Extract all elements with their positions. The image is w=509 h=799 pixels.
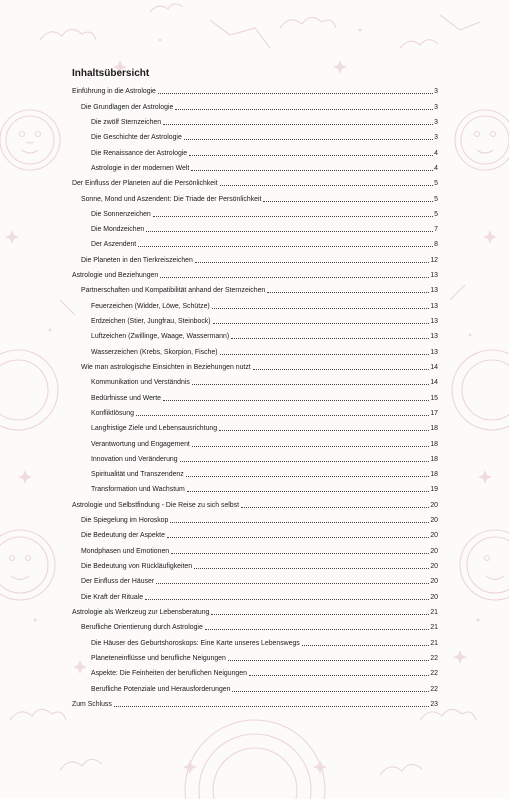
toc-entry-label: Die Spiegelung im Horoskop [81,517,169,525]
toc-entry-label: Kommunikation und Verständnis [91,379,190,387]
toc-entry-label: Die Mondzeichen [91,226,145,234]
toc-entry-label: Die Renaissance der Astrologie [91,149,188,157]
toc-dot-leader [180,461,430,462]
toc-dot-leader [219,430,429,431]
toc-entry[interactable] [72,479,438,494]
toc-entry[interactable] [72,127,438,142]
toc-entry-label: Bedürfnisse und Werte [91,394,161,402]
toc-entry[interactable] [72,81,438,96]
sun-ornament-right-lower [460,530,509,600]
toc-entry[interactable] [72,494,438,509]
toc-entry[interactable] [72,617,438,632]
toc-entry[interactable] [72,280,438,295]
toc-dot-leader [263,201,433,202]
toc-dot-leader [114,706,430,707]
toc-dot-leader [163,124,433,125]
toc-entry-page-number: 20 [430,593,438,601]
toc-entry-page-number: 3 [434,103,438,111]
toc-entry-label: Die Planeten in den Tierkreiszeichen [81,256,193,264]
toc-entry-page-number: 13 [430,287,438,295]
toc-dot-leader [145,599,429,600]
sun-ornament-bottom [185,720,325,799]
toc-entry[interactable] [72,341,438,356]
toc-entry[interactable] [72,571,438,586]
toc-entry-page-number: 3 [434,118,438,126]
toc-dot-leader [232,691,429,692]
toc-entry-label: Innovation und Veränderung [91,455,178,463]
toc-entry[interactable] [72,632,438,647]
toc-entry-label: Mondphasen und Emotionen [81,547,170,555]
toc-entry-page-number: 12 [430,256,438,264]
toc-entry-page-number: 15 [430,394,438,402]
toc-entry[interactable] [72,510,438,525]
toc-entry-page-number: 3 [434,88,438,96]
toc-dot-leader [267,292,429,293]
toc-dot-leader [138,246,433,247]
toc-entry-page-number: 13 [430,318,438,325]
toc-entry-page-number: 5 [434,180,438,188]
toc-title: Inhaltsübersicht [72,68,150,79]
toc-dot-leader [194,568,429,569]
toc-entry[interactable] [72,204,438,219]
toc-dot-leader [189,155,433,156]
toc-entry-page-number: 13 [430,272,438,280]
toc-entry-page-number: 14 [430,363,438,371]
toc-dot-leader [175,109,433,110]
toc-dot-leader [160,277,429,278]
toc-entry-label: Die Grundlagen der Astrologie [81,103,174,111]
toc-entry-label: Die Kraft der Rituale [81,593,144,601]
toc-entry-page-number: 20 [430,547,438,555]
toc-entry-label: Der Einfluss der Häuser [81,578,155,586]
toc-entry-label: Der Aszendent [91,241,137,249]
toc-entry[interactable] [72,249,438,264]
toc-dot-leader [146,231,433,232]
toc-entry[interactable] [72,540,438,555]
toc-entry-page-number: 22 [430,654,438,662]
toc-entry-label: Zum Schluss [72,700,112,708]
toc-entry-label: Transformation und Wachstum [91,486,185,494]
toc-list [72,81,438,709]
toc-entry-label: Astrologie in der modernen Welt [91,164,190,172]
toc-entry-page-number: 19 [430,486,438,494]
toc-dot-leader [213,323,430,324]
toc-entry[interactable] [72,311,438,326]
toc-dot-leader [184,139,433,140]
toc-entry-page-number: 20 [430,532,438,540]
toc-entry-page-number: 13 [430,333,438,341]
toc-entry[interactable] [72,525,438,540]
toc-entry[interactable] [72,602,438,617]
toc-entry-page-number: 5 [434,195,438,203]
toc-dot-leader [171,553,429,554]
toc-entry-label: Langfristige Ziele und Lebensausrichtung [91,425,218,433]
sun-ornament-left-upper [0,110,60,170]
toc-dot-leader [220,354,430,355]
toc-entry-page-number: 23 [430,700,438,708]
toc-dot-leader [153,216,433,217]
toc-entry-label: Die Bedeutung von Rückläufigkeiten [81,563,193,570]
toc-entry-page-number: 17 [430,409,438,417]
toc-entry-label: Verantwortung und Engagement [91,440,190,448]
toc-entry-label: Partnerschaften und Kompatibilität anhand der Sternzeichen [81,287,266,295]
toc-entry[interactable] [72,678,438,693]
toc-entry[interactable] [72,433,438,448]
toc-entry[interactable] [72,112,438,127]
toc-entry[interactable] [72,158,438,173]
toc-entry[interactable] [72,142,438,157]
toc-entry[interactable] [72,96,438,111]
toc-dot-leader [212,308,430,309]
toc-entry-page-number: 18 [430,440,438,448]
toc-entry-label: Sonne, Mond und Aszendent: Die Triade der Persönlichkeit [81,195,262,203]
toc-entry-label: Wasserzeichen (Krebs, Skorpion, Fische) [91,348,218,356]
toc-entry[interactable] [72,449,438,464]
toc-entry-label: Erdzeichen (Stier, Jungfrau, Steinbock) [91,318,211,325]
toc-dot-leader [136,415,429,416]
toc-dot-leader [156,583,429,584]
toc-entry-label: Spiritualität und Transzendenz [91,471,184,479]
toc-entry-page-number: 18 [430,471,438,479]
toc-entry-page-number: 13 [430,348,438,356]
toc-dot-leader [241,507,429,508]
toc-entry[interactable] [72,234,438,249]
toc-entry-label: Die zwölf Sternzeichen [91,118,162,126]
toc-entry-page-number: 21 [430,624,438,632]
toc-dot-leader [167,537,429,538]
table-of-contents [72,67,438,709]
sun-ornament-right-upper [455,110,509,170]
toc-dot-leader [195,262,429,263]
toc-entry[interactable] [72,326,438,341]
toc-entry-label: Planeteneinflüsse und berufliche Neigungen [91,654,226,662]
toc-entry-label: Die Häuser des Geburtshoroskops: Eine Karte unseres Lebenswegs [91,639,300,647]
toc-entry-page-number: 20 [430,517,438,525]
toc-entry-label: Konfliktlösung [91,409,134,417]
toc-entry-page-number: 22 [430,685,438,693]
toc-dot-leader [158,93,433,94]
toc-dot-leader [192,384,430,385]
toc-entry-page-number: 21 [430,608,438,616]
toc-entry[interactable] [72,586,438,601]
toc-entry[interactable] [72,556,438,571]
toc-entry-page-number: 21 [430,639,438,647]
toc-entry-label: Einführung in die Astrologie [72,88,156,96]
toc-dot-leader [205,629,430,630]
toc-entry-label: Wie man astrologische Einsichten in Beziehungen nutzt [81,363,251,371]
toc-entry-page-number: 20 [430,578,438,586]
toc-entry-label: Die Sonnenzeichen [91,210,151,218]
sun-ornament-left-lower [0,530,55,600]
toc-dot-leader [163,400,429,401]
toc-dot-leader [192,446,429,447]
toc-entry[interactable] [72,219,438,234]
toc-entry[interactable] [72,464,438,479]
toc-dot-leader [231,338,429,339]
toc-entry-page-number: 3 [434,134,438,142]
toc-entry-page-number: 22 [430,670,438,678]
toc-entry[interactable] [72,694,438,709]
toc-dot-leader [249,675,429,676]
toc-dot-leader [211,614,429,615]
toc-entry-page-number: 18 [430,455,438,463]
toc-entry-label: Aspekte: Die Feinheiten der beruflichen Neigungen [91,670,247,678]
toc-entry-page-number: 20 [430,563,438,570]
toc-dot-leader [220,185,434,186]
toc-entry-label: Luftzeichen (Zwillinge, Waage, Wassermann) [91,333,230,341]
toc-entry-page-number: 20 [430,501,438,509]
toc-entry-page-number: 13 [430,302,438,310]
toc-dot-leader [170,522,429,523]
toc-entry-label: Berufliche Potenziale und Herausforderungen [91,685,231,693]
toc-dot-leader [228,660,429,661]
toc-entry-label: Astrologie als Werkzeug zur Lebensberatung [72,608,210,616]
toc-dot-leader [187,491,430,492]
toc-dot-leader [186,476,430,477]
toc-entry-page-number: 18 [430,425,438,433]
toc-entry[interactable] [72,387,438,402]
toc-entry[interactable] [72,188,438,203]
toc-entry-label: Die Bedeutung der Aspekte [81,532,165,540]
toc-entry-page-number: 14 [430,379,438,387]
toc-entry[interactable] [72,357,438,372]
toc-entry[interactable] [72,403,438,418]
toc-entry-page-number: 8 [434,241,438,249]
toc-entry-page-number: 4 [434,164,438,172]
toc-entry-label: Der Einfluss der Planeten auf die Persönlichkeit [72,180,218,188]
toc-entry-page-number: 7 [434,226,438,234]
toc-entry[interactable] [72,663,438,678]
toc-dot-leader [302,645,430,646]
toc-dot-leader [191,170,433,171]
toc-entry[interactable] [72,372,438,387]
toc-entry-label: Berufliche Orientierung durch Astrologie [81,624,203,632]
toc-entry[interactable] [72,418,438,433]
toc-entry[interactable] [72,265,438,280]
toc-entry-page-number: 4 [434,149,438,157]
toc-entry-label: Astrologie und Selbstfindung - Die Reise zu sich selbst [72,501,239,509]
toc-entry[interactable] [72,295,438,310]
toc-entry-label: Astrologie und Beziehungen [72,272,159,280]
toc-dot-leader [253,369,430,370]
toc-entry-page-number: 5 [434,210,438,218]
toc-entry-label: Feuerzeichen (Widder, Löwe, Schütze) [91,302,210,310]
toc-entry[interactable] [72,173,438,188]
toc-entry[interactable] [72,648,438,663]
toc-entry-label: Die Geschichte der Astrologie [91,134,182,142]
